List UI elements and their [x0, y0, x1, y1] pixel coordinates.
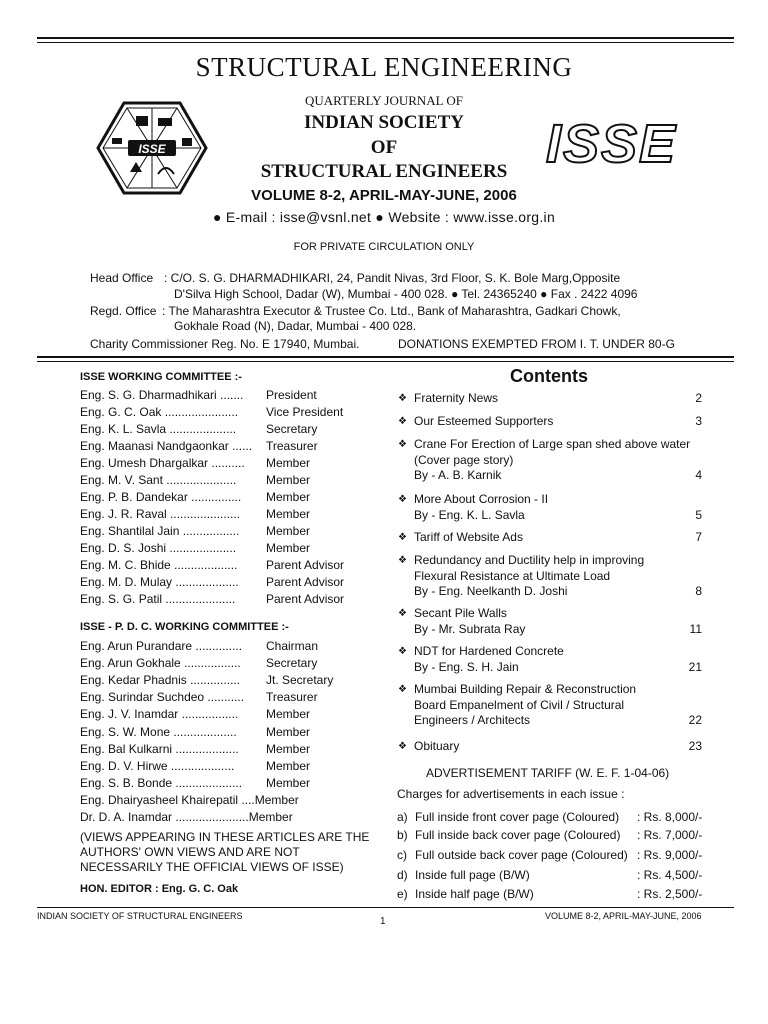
member-role: Member [266, 707, 311, 722]
contents-line: Secant Pile Walls [414, 606, 507, 620]
contents-line: By - Eng. S. H. Jain [414, 659, 519, 674]
contents-item [398, 606, 702, 637]
member-role: Member [266, 541, 311, 555]
member-role: Member [266, 758, 311, 773]
member-row [80, 673, 370, 690]
member-name: Eng. Surindar Suchdeo ........... [80, 690, 245, 705]
contents-line: Engineers / Architects [414, 713, 531, 727]
society-line-1: INDIAN SOCIETY [304, 112, 464, 133]
bullet-icon: ❖ [398, 646, 407, 657]
private-circulation: FOR PRIVATE CIRCULATION ONLY [293, 241, 475, 253]
contents-page: 22 [688, 713, 702, 727]
disclaimer-note: (VIEWS APPEARING IN THESE ARTICLES ARE THE AUTHORS' OWN VIEWS AND ARE NOT NECESSARILY THE OFFICIAL VIEWS OF ISSE) [80, 830, 370, 874]
member-row [80, 742, 370, 759]
member-name: Eng. P. B. Dandekar ............... [80, 490, 242, 504]
pdc-committee-heading: ISSE - P. D. C. WORKING COMMITTEE :- [80, 621, 289, 633]
contents-page: 5 [695, 507, 702, 522]
regd-office-line-2: Gokhale Road (N), Dadar, Mumbai - 400 028. [174, 319, 417, 333]
member-name: Eng. Bal Kulkarni ................... [80, 741, 239, 756]
member-role: Vice President [266, 405, 344, 419]
tariff-desc: Full inside back cover page (Coloured) [415, 828, 621, 842]
tariff-label: e) [397, 887, 408, 901]
contents-item [398, 414, 702, 430]
member-row [80, 656, 370, 673]
member-name: Eng. Kedar Phadnis ............... [80, 673, 241, 688]
isse-emblem-icon [96, 100, 208, 196]
regd-office-line-1: : The Maharashtra Executor & Trustee Co. Ltd., Bank of Maharashtra, Gadkari Chowk, [162, 304, 621, 318]
top-rule-thin [37, 42, 734, 43]
bullet-icon: ❖ [398, 393, 407, 404]
member-row [80, 456, 370, 473]
member-role: Chairman [266, 639, 319, 653]
member-row [80, 793, 370, 810]
member-name: Eng. S. W. Mone ................... [80, 724, 237, 739]
member-name: Eng. Umesh Dhargalkar .......... [80, 456, 245, 470]
contents-line: Fraternity News [414, 391, 499, 405]
member-row [80, 776, 370, 793]
contents-line: Redundancy and Ductility help in improving [414, 553, 645, 567]
tariff-rate: : Rs. 2,500/- [637, 887, 703, 901]
contents-page: 7 [695, 530, 702, 544]
member-role: Parent Advisor [266, 592, 345, 606]
member-role: Parent Advisor [266, 558, 345, 572]
member-name: Eng. Dhairyasheel Khairepatil ....Member [80, 792, 299, 807]
member-row [80, 490, 370, 507]
journal-title: STRUCTURAL ENGINEERING [195, 52, 573, 82]
member-row [80, 473, 370, 490]
member-role: Parent Advisor [266, 575, 345, 589]
member-name: Eng. S. G. Dharmadhikari ....... [80, 388, 244, 402]
charity-reg: Charity Commissioner Reg. No. E 17940, Mumbai. [90, 337, 360, 351]
contents-line: NDT for Hardened Concrete [414, 644, 564, 658]
footer-rule [37, 907, 734, 908]
top-rule [37, 37, 734, 39]
section-rule [37, 356, 734, 358]
member-role: Member [266, 724, 311, 739]
volume-line: VOLUME 8-2, APRIL-MAY-JUNE, 2006 [251, 187, 517, 204]
member-role: Member [266, 473, 311, 487]
isse-logo-text: ISSE [546, 114, 678, 174]
contents-line: Obituary [414, 739, 460, 753]
member-name: Eng. S. B. Bonde .................... [80, 775, 243, 790]
member-row [80, 439, 370, 456]
head-office-label: Head Office [90, 271, 154, 285]
bullet-icon: ❖ [398, 555, 407, 566]
member-row [80, 707, 370, 724]
member-role: Secretary [266, 422, 318, 436]
contents-item [398, 739, 702, 755]
contents-item [398, 682, 702, 729]
member-role: Treasurer [266, 439, 318, 453]
page-number: 1 [380, 916, 386, 927]
member-name: Eng. J. R. Raval ..................... [80, 507, 241, 521]
member-role: President [266, 388, 317, 402]
working-committee-heading: ISSE WORKING COMMITTEE :- [80, 371, 242, 383]
tariff-label: b) [397, 828, 408, 842]
member-name: Eng. M. D. Mulay ................... [80, 575, 239, 589]
donations-note: DONATIONS EXEMPTED FROM I. T. UNDER 80-G [398, 337, 675, 351]
tariff-heading: ADVERTISEMENT TARIFF (W. E. F. 1-04-06) [426, 766, 670, 780]
member-role: Jt. Secretary [266, 673, 334, 688]
footer-right: VOLUME 8-2, APRIL-MAY-JUNE, 2006 [545, 911, 702, 921]
member-row [80, 690, 370, 707]
contents-page: 2 [695, 391, 702, 405]
contents-line: Mumbai Building Repair & Reconstruction [414, 682, 637, 696]
bullet-icon: ❖ [398, 532, 407, 543]
contents-line: (Cover page story) [414, 452, 514, 467]
contents-item [398, 553, 702, 600]
member-row [80, 725, 370, 742]
member-name: Eng. K. L. Savla .................... [80, 422, 237, 436]
contents-page: 3 [695, 414, 702, 428]
member-row [80, 541, 370, 558]
contents-line: Tariff of Website Ads [414, 530, 523, 544]
contents-item [398, 530, 702, 546]
contact-line: ● E-mail : isse@vsnl.net ● Website : www.isse.org.in [212, 209, 556, 225]
bullet-icon: ❖ [398, 608, 407, 619]
member-row [80, 422, 370, 439]
member-row [80, 558, 370, 575]
member-row [80, 575, 370, 592]
member-name: Eng. Maanasi Nandgaonkar ...... [80, 439, 253, 453]
member-row [80, 507, 370, 524]
tariff-intro: Charges for advertisements in each issue : [397, 787, 625, 801]
bullet-icon: ❖ [398, 494, 407, 505]
contents-item [398, 437, 702, 484]
member-role: Secretary [266, 656, 318, 671]
contents-line: By - Eng. K. L. Savla [414, 507, 525, 522]
tariff-label: c) [397, 848, 407, 862]
member-name: Eng. Arun Gokhale ................. [80, 656, 241, 671]
member-role: Member [266, 456, 311, 470]
member-row [80, 592, 370, 609]
regd-office-label: Regd. Office [90, 304, 157, 318]
contents-heading: Contents [510, 366, 588, 386]
contents-line: Our Esteemed Supporters [414, 414, 554, 428]
contents-line: Crane For Erection of Large span shed above water [414, 437, 691, 451]
tariff-desc: Inside half page (B/W) [415, 887, 534, 901]
contents-line: More About Corrosion - II [414, 492, 549, 506]
member-name: Eng. M. V. Sant ..................... [80, 473, 237, 487]
footer-left: INDIAN SOCIETY OF STRUCTURAL ENGINEERS [37, 911, 243, 921]
contents-page: 11 [689, 621, 702, 636]
member-row [80, 405, 370, 422]
member-row [80, 639, 370, 656]
member-name: Eng. M. C. Bhide ................... [80, 558, 238, 572]
contents-item [398, 391, 702, 407]
emblem-badge: ISSE [138, 142, 166, 156]
tariff-desc: Inside full page (B/W) [415, 868, 530, 882]
member-row [80, 388, 370, 405]
tariff-rate: : Rs. 7,000/- [637, 828, 703, 842]
tariff-label: d) [397, 868, 408, 882]
journal-subtitle: QUARTERLY JOURNAL OF [304, 93, 463, 108]
bullet-icon: ❖ [398, 416, 407, 427]
tariff-rate: : Rs. 4,500/- [637, 868, 703, 882]
member-name: Eng. S. G. Patil ..................... [80, 592, 236, 606]
society-line-3: STRUCTURAL ENGINEERS [260, 161, 508, 182]
member-role: Member [266, 775, 311, 790]
member-role: Member [266, 507, 311, 521]
contents-item [398, 492, 702, 523]
contents-page: 23 [688, 739, 702, 753]
member-row [80, 759, 370, 776]
contents-page: 8 [695, 584, 702, 598]
bullet-icon: ❖ [398, 684, 407, 695]
bullet-icon: ❖ [398, 741, 407, 752]
tariff-desc: Full outside back cover page (Coloured) [415, 848, 628, 862]
contents-line: By - Mr. Subrata Ray [414, 621, 526, 636]
member-name: Dr. D. A. Inamdar ......................Member [80, 810, 293, 824]
head-office-line-1: : C/O. S. G. DHARMADHIKARI, 24, Pandit Nivas, 3rd Floor, S. K. Bole Marg,Opposite [164, 271, 621, 285]
contents-line: Board Empanelment of Civil / Structural [414, 697, 625, 712]
tariff-label: a) [397, 810, 408, 824]
bullet-icon: ❖ [398, 439, 407, 450]
hon-editor: HON. EDITOR : Eng. G. C. Oak [80, 883, 239, 895]
member-role: Treasurer [266, 690, 318, 705]
society-line-2: OF [370, 137, 398, 158]
contents-page: 4 [695, 468, 702, 482]
section-rule-thin [37, 361, 734, 362]
member-name: Eng. Shantilal Jain ................. [80, 524, 240, 538]
contents-line: By - Eng. Neelkanth D. Joshi [414, 584, 568, 598]
member-role: Member [266, 741, 311, 756]
contents-item [398, 644, 702, 675]
tariff-rate: : Rs. 9,000/- [637, 848, 703, 862]
head-office-line-2: D'Silva High School, Dadar (W), Mumbai - 400 028. ● Tel. 24365240 ● Fax . 2422 4096 [174, 287, 638, 301]
member-role: Member [266, 490, 311, 504]
member-row [80, 810, 370, 827]
tariff-rate: : Rs. 8,000/- [637, 810, 703, 824]
contents-line: By - A. B. Karnik [414, 468, 502, 482]
member-name: Eng. G. C. Oak ...................... [80, 405, 239, 419]
member-name: Eng. Arun Purandare .............. [80, 639, 243, 653]
member-name: Eng. D. V. Hirwe ................... [80, 758, 235, 773]
contents-line: Flexural Resistance at Ultimate Load [414, 568, 611, 583]
member-name: Eng. J. V. Inamdar ................. [80, 707, 239, 722]
member-name: Eng. D. S. Joshi .................... [80, 541, 237, 555]
member-role: Member [266, 524, 311, 538]
contents-page: 21 [688, 659, 702, 674]
member-row [80, 524, 370, 541]
tariff-desc: Full inside front cover page (Coloured) [415, 810, 620, 824]
